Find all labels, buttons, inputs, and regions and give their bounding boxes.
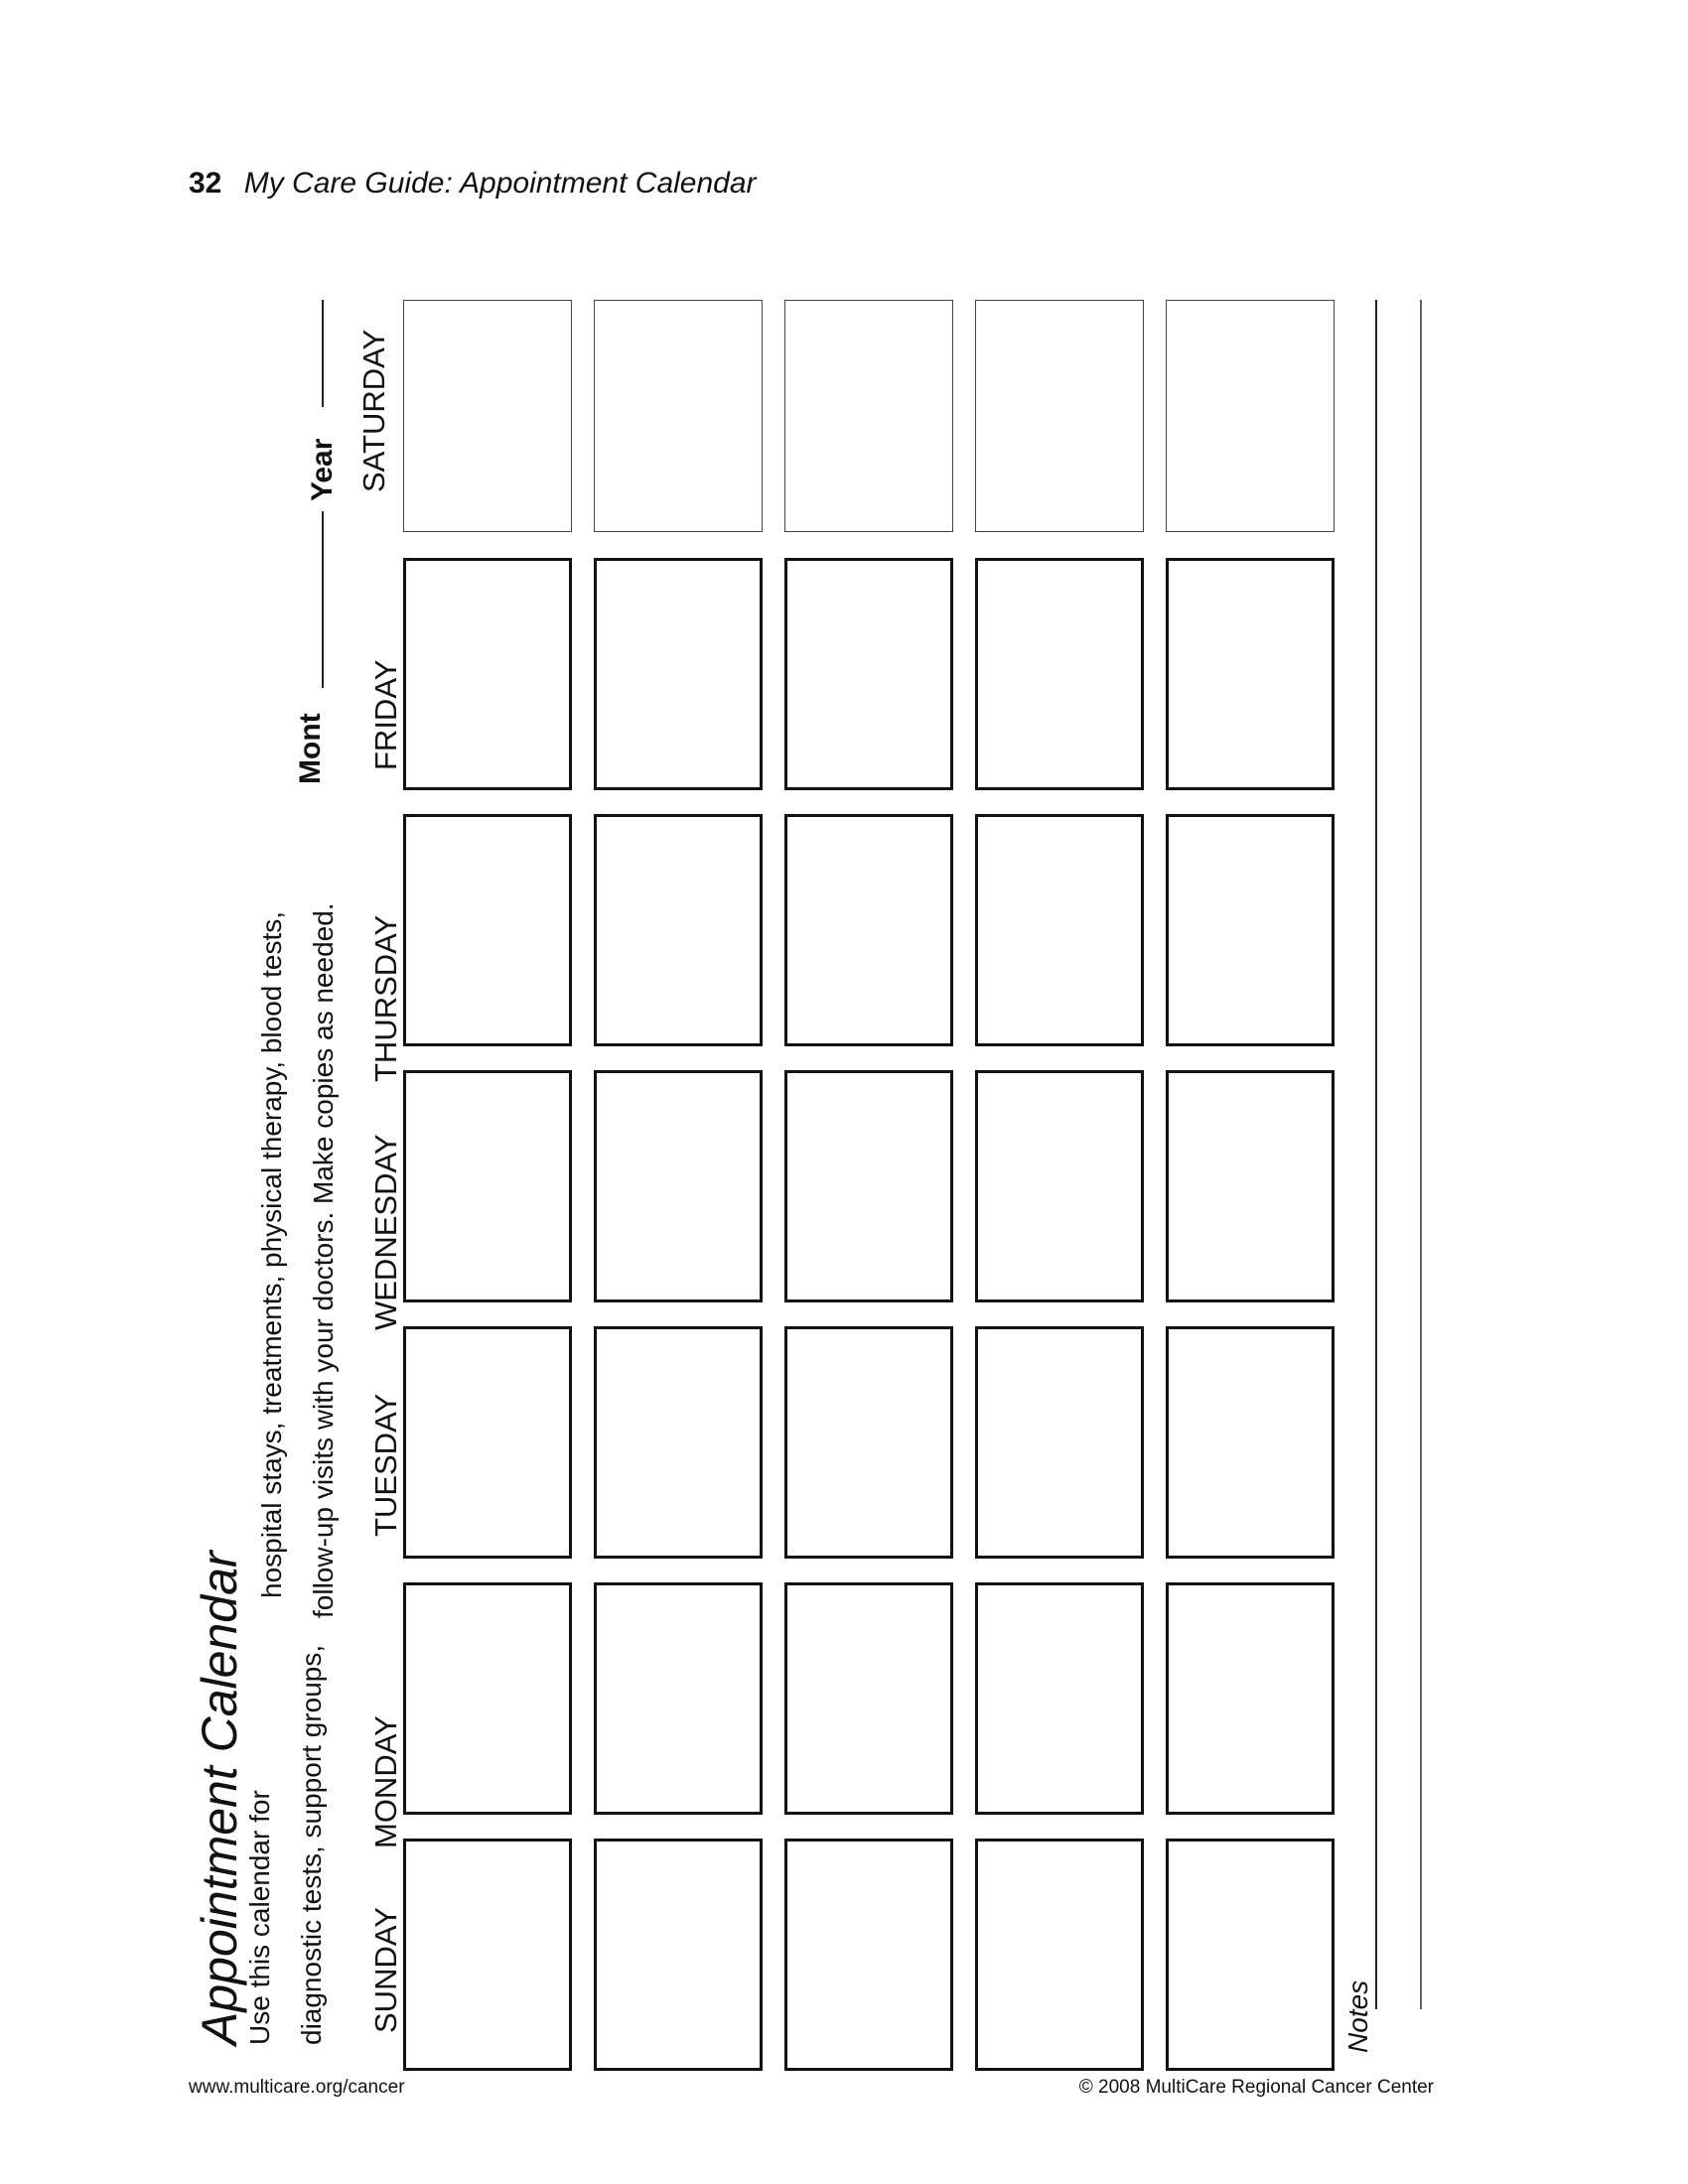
day-header-friday: FRIDAY [368,659,403,770]
day-header-wednesday: WEDNESDAY [368,1134,403,1330]
day-cell-week5-saturday[interactable] [1166,300,1335,532]
day-cell-week1-thursday[interactable] [403,814,572,1046]
day-cell-week4-sunday[interactable] [975,1839,1144,2071]
day-cell-week3-sunday[interactable] [784,1839,953,2071]
day-cell-week4-wednesday[interactable] [975,1070,1144,1302]
year-label: Year [306,438,339,501]
day-cell-week1-wednesday[interactable] [403,1070,572,1302]
day-cell-week1-sunday[interactable] [403,1839,572,2071]
day-header-sunday: SUNDAY [368,1907,403,2033]
intro-line-2: diagnostic tests, support groups, [296,1644,327,2045]
page-title: My Care Guide: Appointment Calendar [243,167,757,200]
intro-line-4: follow-up visits with your doctors. Make copies as needed. [308,902,339,1618]
day-cell-week3-monday[interactable] [784,1582,953,1815]
footer-url: www.multicare.org/cancer [189,2077,405,2098]
day-cell-week5-tuesday[interactable] [1166,1326,1335,1559]
day-cell-week1-friday[interactable] [403,558,572,790]
day-cell-week5-thursday[interactable] [1166,814,1335,1046]
notes-line-1[interactable] [1375,300,1377,2009]
page-number: 32 [189,167,222,200]
year-fill-line[interactable] [322,300,324,407]
day-header-thursday: THURSDAY [368,914,403,1082]
day-cell-week5-sunday[interactable] [1166,1839,1335,2071]
day-cell-week2-monday[interactable] [594,1582,763,1815]
day-cell-week2-sunday[interactable] [594,1839,763,2071]
month-fill-line[interactable] [322,511,324,688]
day-cell-week2-wednesday[interactable] [594,1070,763,1302]
day-cell-week3-thursday[interactable] [784,814,953,1046]
month-label: Mont [294,713,327,784]
day-cell-week5-wednesday[interactable] [1166,1070,1335,1302]
day-cell-week3-tuesday[interactable] [784,1326,953,1559]
day-cell-week3-saturday[interactable] [784,300,953,532]
day-header-tuesday: TUESDAY [368,1393,403,1537]
day-header-saturday: SATURDAY [356,329,391,492]
day-cell-week2-tuesday[interactable] [594,1326,763,1559]
page-header [189,167,757,201]
day-cell-week5-friday[interactable] [1166,558,1335,790]
day-cell-week4-tuesday[interactable] [975,1326,1144,1559]
intro-line-1: Use this calendar for [244,1790,275,2045]
notes-line-2[interactable] [1420,300,1422,2009]
day-cell-week1-tuesday[interactable] [403,1326,572,1559]
day-cell-week1-saturday[interactable] [403,300,572,532]
intro-line-3: hospital stays, treatments, physical therapy, blood tests, [256,910,287,1598]
footer-copyright: © 2008 MultiCare Regional Cancer Center [1078,2077,1434,2098]
notes-label: Notes [1342,1979,1373,2053]
day-cell-week4-friday[interactable] [975,558,1144,790]
day-cell-week4-saturday[interactable] [975,300,1144,532]
day-cell-week4-thursday[interactable] [975,814,1144,1046]
day-cell-week2-friday[interactable] [594,558,763,790]
day-cell-week2-saturday[interactable] [594,300,763,532]
calendar-title: Appointment Calendar [192,1551,247,2045]
day-cell-week1-monday[interactable] [403,1582,572,1815]
day-cell-week3-friday[interactable] [784,558,953,790]
day-header-monday: MONDAY [368,1715,403,1848]
day-cell-week4-monday[interactable] [975,1582,1144,1815]
day-cell-week3-wednesday[interactable] [784,1070,953,1302]
day-cell-week5-monday[interactable] [1166,1582,1335,1815]
day-cell-week2-thursday[interactable] [594,814,763,1046]
